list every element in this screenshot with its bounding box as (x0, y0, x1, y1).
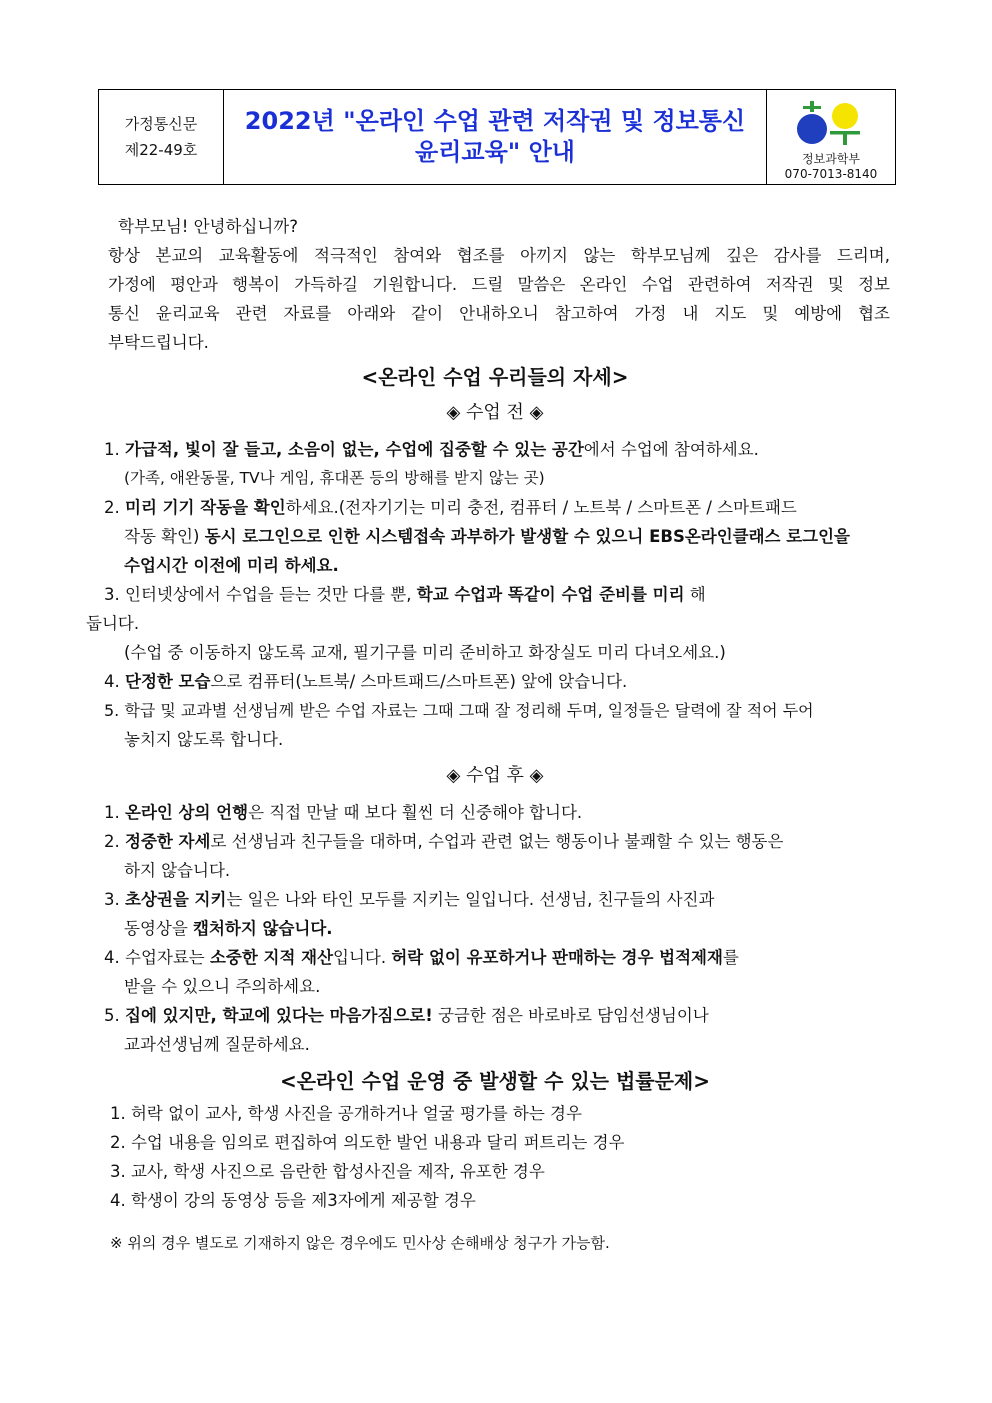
item-number: 5. (104, 701, 125, 720)
item-continuation: 하지 않습니다. (124, 861, 231, 880)
item-number: 2. (104, 832, 125, 851)
notice-type: 가정통신문 (124, 115, 198, 133)
item-emphasis: 초상권을 지키 (125, 890, 227, 909)
item-number: 1. (104, 440, 125, 459)
item-emphasis: 미리 기기 작동을 확인 (125, 498, 286, 517)
item-text: 인터넷상에서 수업을 듣는 것만 다를 뿐, (125, 585, 417, 604)
list-item (100, 885, 890, 914)
item-continuation: 교과선생님께 질문하세요. (124, 1035, 310, 1054)
item-continuation: 받을 수 있으니 주의하세요. (124, 977, 321, 996)
item-emphasis: 가급적, 빛이 잘 들고, 소음이 없는, 수업에 집중할 수 있는 공간 (125, 440, 584, 459)
item-continuation (100, 522, 890, 551)
title-line-1: 2022년 "온라인 수업 관련 저작권 및 정보통신 (244, 107, 746, 135)
list-item (100, 827, 890, 856)
item-emphasis: 동시 로그인으로 인한 시스템접속 과부하가 발생할 수 있으니 EBS온라인클래스 로그인을 (204, 527, 850, 546)
title-line-2: 윤리교육" 안내 (415, 138, 575, 166)
list-item (100, 580, 890, 609)
intro-line-4: 부탁드립니다. (108, 333, 209, 352)
item-text: 동영상을 (124, 919, 194, 938)
item-text: 로 선생님과 친구들을 대하며, 수업과 관련 없는 행동이나 불쾌할 수 있는 행동은 (210, 832, 784, 851)
item-number: 3. (104, 585, 125, 604)
section-title-legal: <온라인 수업 운영 중 발생할 수 있는 법률문제> (279, 1069, 710, 1093)
department-name: 정보과학부 (802, 152, 860, 166)
item-continuation (100, 551, 890, 580)
school-logo-icon (795, 98, 867, 148)
item-note: (가족, 애완동물, TV나 게임, 휴대폰 등의 방해를 받지 않는 곳) (124, 469, 545, 487)
item-text: 를 (722, 948, 739, 967)
legal-item: 4. 학생이 강의 동영상 등을 제3자에게 제공할 경우 (110, 1191, 476, 1210)
item-number: 2. (104, 498, 125, 517)
item-emphasis: 소중한 지적 재산 (209, 948, 334, 967)
item-number: 3. (104, 890, 125, 909)
greeting: 학부모님! 안녕하십니까? (118, 217, 299, 236)
list-item (100, 493, 890, 522)
item-emphasis: 집에 있지만, 학교에 있다는 마음가짐으로! (125, 1006, 433, 1025)
item-emphasis: 온라인 상의 언행 (125, 803, 249, 822)
item-text: 학급 및 교과별 선생님께 받은 수업 자료는 그때 그때 잘 정리해 두며, 일정들은 달력에 잘 적어 두어 (124, 701, 814, 720)
section-title-attitude: <온라인 수업 우리들의 자세> (361, 365, 629, 389)
item-emphasis: 학교 수업과 똑같이 수업 준비를 미리 (416, 585, 685, 604)
item-text: 입니다. (333, 948, 392, 967)
item-note: (수업 중 이동하지 않도록 교재, 필기구를 미리 준비하고 화장실도 미리 다녀오세요.) (124, 643, 726, 662)
department-cell (767, 90, 895, 184)
legal-item: 3. 교사, 학생 사진으로 음란한 합성사진을 제작, 유포한 경우 (110, 1162, 545, 1181)
item-text: 은 직접 만날 때 보다 훨씬 더 신중해야 합니다. (248, 803, 583, 822)
item-text: 는 일은 나와 타인 모두를 지키는 일입니다. 선생님, 친구들의 사진과 (226, 890, 715, 909)
item-number: 5. (104, 1006, 125, 1025)
item-continuation (100, 914, 890, 943)
item-number: 4. (104, 948, 125, 967)
legal-item: 2. 수업 내용을 임의로 편집하여 의도한 발언 내용과 달리 퍼트리는 경우 (110, 1133, 625, 1152)
notice-number-cell (99, 90, 224, 184)
item-emphasis: 허락 없이 유포하거나 판매하는 경우 법적제재 (391, 948, 723, 967)
subsection-title-after: ◈ 수업 후 ◈ (446, 765, 544, 786)
item-text: 작동 확인) (124, 527, 205, 546)
legal-item: 1. 허락 없이 교사, 학생 사진을 공개하거나 얼굴 평가를 하는 경우 (110, 1104, 582, 1123)
list-item (100, 943, 890, 972)
item-text: 궁금한 점은 바로바로 담임선생님이나 (432, 1006, 709, 1025)
document-body (86, 212, 890, 1258)
item-emphasis: 정중한 자세 (125, 832, 211, 851)
intro-line-2: 가정에 평안과 행복이 가득하길 기원합니다. 드릴 말씀은 온라인 수업 관련하여 저작권 및 정보 (108, 275, 890, 294)
list-item (100, 667, 890, 696)
item-emphasis: 수업시간 이전에 미리 하세요. (124, 556, 339, 575)
header-box (98, 89, 896, 185)
intro-line-1: 항상 본교의 교육활동에 적극적인 참여와 협조를 아끼지 않는 학부모님께 깊은 감사를 드리며, (108, 246, 890, 265)
subsection-title-before: ◈ 수업 전 ◈ (446, 402, 544, 423)
notice-number: 제22-49호 (124, 141, 198, 159)
item-emphasis: 단정한 모습 (125, 672, 211, 691)
department-phone: 070-7013-8140 (784, 167, 878, 181)
item-text: 수업자료는 (125, 948, 210, 967)
list-item (100, 696, 890, 725)
list-item (100, 798, 890, 827)
footnote: ※ 위의 경우 별도로 기재하지 않은 경우에도 민사상 손해배상 청구가 가능함. (110, 1234, 610, 1252)
document-title (224, 90, 767, 184)
list-item (100, 435, 890, 464)
item-text: 하세요.(전자기기는 미리 충전, 컴퓨터 / 노트북 / 스마트폰 / 스마트패드 (285, 498, 797, 517)
list-item (100, 1001, 890, 1030)
intro-line-3: 통신 윤리교육 관련 자료를 아래와 같이 안내하오니 참고하여 가정 내 지도 및 예방에 협조 (108, 304, 890, 323)
item-continuation: 둡니다. (86, 614, 140, 633)
item-number: 4. (104, 672, 125, 691)
item-text: 으로 컴퓨터(노트북/ 스마트패드/스마트폰) 앞에 앉습니다. (210, 672, 628, 691)
item-text: 해 (684, 585, 706, 604)
item-text: 에서 수업에 참여하세요. (583, 440, 759, 459)
item-continuation: 놓치지 않도록 합니다. (124, 730, 284, 749)
item-emphasis: 캡처하지 않습니다. (193, 919, 333, 938)
item-number: 1. (104, 803, 125, 822)
